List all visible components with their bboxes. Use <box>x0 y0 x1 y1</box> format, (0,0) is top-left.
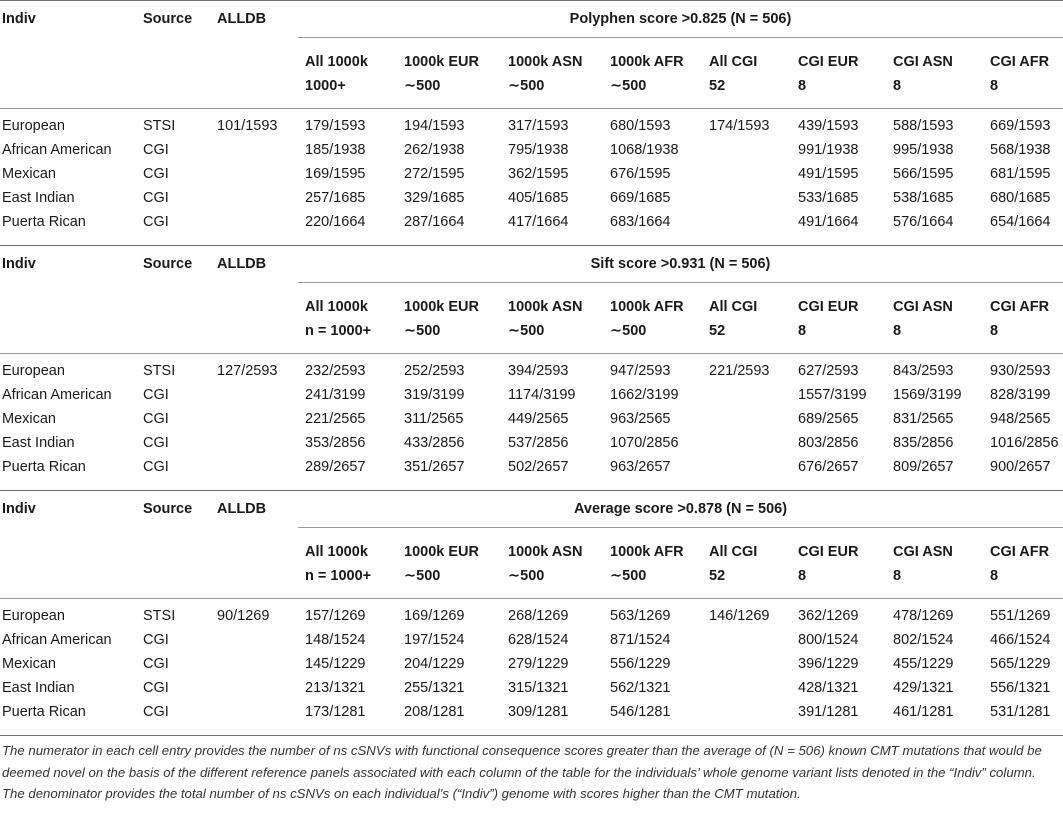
header-bottom-rule <box>0 598 1063 599</box>
source-cell: CGI <box>143 166 169 182</box>
table-cell: 669/1593 <box>990 118 1051 134</box>
table-cell: 255/1321 <box>404 680 465 696</box>
table-cell: 565/1229 <box>990 656 1051 672</box>
table-cell: 1070/2856 <box>610 435 679 451</box>
table-cell: 289/2657 <box>305 459 366 475</box>
table-cell: 279/1229 <box>508 656 569 672</box>
table-cell: 995/1938 <box>893 142 954 158</box>
table-cell: 208/1281 <box>404 704 465 720</box>
table-cell: 930/2593 <box>990 363 1051 379</box>
table-cell: 1174/3199 <box>508 387 576 403</box>
column-header-line2: 52 <box>709 78 726 94</box>
table-cell: 502/2657 <box>508 459 569 475</box>
table-cell: 174/1593 <box>709 118 770 134</box>
source-cell: STSI <box>143 608 176 624</box>
table-cell: 478/1269 <box>893 608 954 624</box>
table-cell: 157/1269 <box>305 608 366 624</box>
row-label: East Indian <box>2 435 75 451</box>
table-cell: 680/1593 <box>610 118 671 134</box>
table-cell: 262/1938 <box>404 142 465 158</box>
table-cell: 362/1595 <box>508 166 569 182</box>
table-cell: 676/2657 <box>798 459 859 475</box>
column-header-line1: CGI ASN <box>893 299 953 315</box>
table-cell: 439/1593 <box>798 118 859 134</box>
indiv-header: Indiv <box>2 256 36 272</box>
source-header: Source <box>143 256 193 272</box>
table-cell: 947/2593 <box>610 363 671 379</box>
table-cell: 795/1938 <box>508 142 569 158</box>
column-header-line1: CGI EUR <box>798 54 859 70</box>
row-label: Puerta Rican <box>2 214 86 230</box>
table-cell: 353/2856 <box>305 435 366 451</box>
table-cell: 809/2657 <box>893 459 954 475</box>
column-header-line2: ∼500 <box>508 78 545 94</box>
table-cell: 169/1595 <box>305 166 366 182</box>
table-cell: 491/1595 <box>798 166 859 182</box>
table-cell: 533/1685 <box>798 190 859 206</box>
alldb-header: ALLDB <box>217 501 267 517</box>
source-cell: CGI <box>143 680 169 696</box>
column-header-line2: ∼500 <box>404 78 441 94</box>
table-cell: 1068/1938 <box>610 142 679 158</box>
table-cell: 433/2856 <box>404 435 465 451</box>
table-cell: 241/3199 <box>305 387 366 403</box>
column-header-line2: 8 <box>798 78 807 94</box>
column-header-line2: 1000+ <box>305 78 346 94</box>
column-header-line1: All 1000k <box>305 54 368 70</box>
source-cell: CGI <box>143 214 169 230</box>
source-header: Source <box>143 501 193 517</box>
table-cell: 315/1321 <box>508 680 569 696</box>
table-cell: 179/1593 <box>305 118 366 134</box>
column-header-line2: ∼500 <box>508 568 545 584</box>
column-header-line1: 1000k AFR <box>610 54 684 70</box>
row-label: African American <box>2 142 112 158</box>
table-cell: 963/2565 <box>610 411 671 427</box>
table-cell: 1569/3199 <box>893 387 962 403</box>
column-header-line2: 8 <box>798 323 807 339</box>
column-header-line1: 1000k ASN <box>508 299 583 315</box>
table-cell: 556/1229 <box>610 656 671 672</box>
table-cell: 148/1524 <box>305 632 366 648</box>
row-label: East Indian <box>2 190 75 206</box>
row-label: European <box>2 118 65 134</box>
table-cell: 221/2565 <box>305 411 366 427</box>
table-cell: 828/3199 <box>990 387 1051 403</box>
table-cell: 268/1269 <box>508 608 569 624</box>
table-cell: 871/1524 <box>610 632 671 648</box>
table-cell: 1016/2856 <box>990 435 1059 451</box>
source-header: Source <box>143 11 193 27</box>
table-bottom-rule <box>0 735 1063 736</box>
row-label: Mexican <box>2 656 56 672</box>
table-cell: 588/1593 <box>893 118 954 134</box>
column-header-line2: 8 <box>798 568 807 584</box>
table-cell: 551/1269 <box>990 608 1051 624</box>
table-cell: 991/1938 <box>798 142 859 158</box>
group-title-rule <box>298 282 1063 283</box>
table-cell: 145/1229 <box>305 656 366 672</box>
row-label: East Indian <box>2 680 75 696</box>
row-label: Mexican <box>2 166 56 182</box>
column-header-line1: All CGI <box>709 544 758 560</box>
table-caption: The numerator in each cell entry provides the number of ns cSNVs with functional consequence scores greater than the average of (N = 506) known CMT mutations that would be deemed novel on the basis of the different reference panels associated with each column of the table for the individuals’ whole genome variant lists denoted in the “Indiv” column. The denominator provides the total number of ns cSNVs on each individual’s (“Indiv”) genome with scores higher than the CMT mutation. <box>2 743 1042 801</box>
table-cell: 680/1685 <box>990 190 1051 206</box>
column-header-line1: 1000k ASN <box>508 544 583 560</box>
column-header-line2: n = 1000+ <box>305 323 372 339</box>
table-cell: 831/2565 <box>893 411 954 427</box>
table-cell: 449/2565 <box>508 411 569 427</box>
column-header-line2: 8 <box>893 78 902 94</box>
source-cell: CGI <box>143 190 169 206</box>
table-cell: 169/1269 <box>404 608 465 624</box>
table-cell: 461/1281 <box>893 704 954 720</box>
row-label: Mexican <box>2 411 56 427</box>
table-cell: 317/1593 <box>508 118 569 134</box>
column-header-line1: CGI AFR <box>990 54 1050 70</box>
table-cell: 309/1281 <box>508 704 569 720</box>
column-header-line1: All 1000k <box>305 299 368 315</box>
column-header-line1: All 1000k <box>305 544 368 560</box>
column-header-line1: CGI AFR <box>990 299 1050 315</box>
source-cell: CGI <box>143 459 169 475</box>
table-cell: 803/2856 <box>798 435 859 451</box>
column-header-line2: ∼500 <box>404 323 441 339</box>
column-header-line2: 52 <box>709 568 726 584</box>
group-title: Sift score >0.931 (N = 506) <box>590 256 771 272</box>
table-cell: 213/1321 <box>305 680 366 696</box>
table-cell: 491/1664 <box>798 214 859 230</box>
table-cell: 311/2565 <box>404 411 464 427</box>
group-title: Polyphen score >0.825 (N = 506) <box>569 11 792 27</box>
table-cell: 90/1269 <box>217 608 270 624</box>
source-cell: STSI <box>143 363 176 379</box>
column-header-line2: ∼500 <box>404 568 441 584</box>
table-cell: 329/1685 <box>404 190 465 206</box>
table-cell: 627/2593 <box>798 363 859 379</box>
table-cell: 683/1664 <box>610 214 671 230</box>
table-cell: 252/2593 <box>404 363 465 379</box>
table-cell: 1662/3199 <box>610 387 679 403</box>
table-cell: 563/1269 <box>610 608 671 624</box>
source-cell: CGI <box>143 632 169 648</box>
table-cell: 562/1321 <box>610 680 671 696</box>
table-cell: 272/1595 <box>404 166 465 182</box>
table-cell: 843/2593 <box>893 363 954 379</box>
group-title: Average score >0.878 (N = 506) <box>573 501 788 517</box>
table-cell: 900/2657 <box>990 459 1051 475</box>
column-header-line1: CGI EUR <box>798 299 859 315</box>
group-title-rule <box>298 527 1063 528</box>
column-header-line1: 1000k AFR <box>610 299 684 315</box>
table-cell: 948/2565 <box>990 411 1051 427</box>
table-cell: 1557/3199 <box>798 387 867 403</box>
table-cell: 185/1938 <box>305 142 366 158</box>
table-cell: 455/1229 <box>893 656 954 672</box>
table-cell: 800/1524 <box>798 632 859 648</box>
section-top-rule <box>0 0 1063 1</box>
table-cell: 194/1593 <box>404 118 465 134</box>
source-cell: CGI <box>143 387 169 403</box>
table-cell: 127/2593 <box>217 363 278 379</box>
table-cell: 232/2593 <box>305 363 366 379</box>
column-header-line1: 1000k EUR <box>404 544 479 560</box>
table-cell: 654/1664 <box>990 214 1051 230</box>
table-cell: 537/2856 <box>508 435 569 451</box>
table-cell: 676/1595 <box>610 166 671 182</box>
column-header-line2: 8 <box>990 78 999 94</box>
table-cell: 576/1664 <box>893 214 954 230</box>
source-cell: CGI <box>143 656 169 672</box>
column-header-line2: 8 <box>990 568 999 584</box>
column-header-line1: 1000k EUR <box>404 54 479 70</box>
table-cell: 546/1281 <box>610 704 671 720</box>
table-cell: 429/1321 <box>893 680 954 696</box>
column-header-line1: All CGI <box>709 54 758 70</box>
source-cell: CGI <box>143 411 169 427</box>
column-header-line2: n = 1000+ <box>305 568 372 584</box>
column-header-line2: 8 <box>990 323 999 339</box>
column-header-line2: ∼500 <box>610 78 647 94</box>
column-header-line1: 1000k AFR <box>610 544 684 560</box>
table-cell: 351/2657 <box>404 459 465 475</box>
table-cell: 146/1269 <box>709 608 770 624</box>
table-cell: 835/2856 <box>893 435 954 451</box>
table-cell: 428/1321 <box>798 680 859 696</box>
table-cell: 391/1281 <box>798 704 859 720</box>
row-label: European <box>2 608 65 624</box>
table-cell: 204/1229 <box>404 656 465 672</box>
table-cell: 556/1321 <box>990 680 1051 696</box>
column-header-line2: ∼500 <box>508 323 545 339</box>
table-cell: 221/2593 <box>709 363 770 379</box>
row-label: Puerta Rican <box>2 459 86 475</box>
source-cell: CGI <box>143 704 169 720</box>
column-header-line2: ∼500 <box>610 323 647 339</box>
column-header-line2: 8 <box>893 568 902 584</box>
column-header-line1: CGI ASN <box>893 544 953 560</box>
column-header-line1: 1000k EUR <box>404 299 479 315</box>
indiv-header: Indiv <box>2 501 36 517</box>
table-cell: 394/2593 <box>508 363 569 379</box>
section-top-rule <box>0 245 1063 246</box>
table-cell: 466/1524 <box>990 632 1051 648</box>
table-cell: 531/1281 <box>990 704 1051 720</box>
column-header-line2: ∼500 <box>610 568 647 584</box>
row-label: Puerta Rican <box>2 704 86 720</box>
source-cell: CGI <box>143 435 169 451</box>
table-cell: 689/2565 <box>798 411 859 427</box>
header-bottom-rule <box>0 353 1063 354</box>
source-cell: STSI <box>143 118 176 134</box>
table-cell: 669/1685 <box>610 190 671 206</box>
column-header-line1: 1000k ASN <box>508 54 583 70</box>
column-header-line2: 52 <box>709 323 726 339</box>
table-cell: 566/1595 <box>893 166 954 182</box>
source-cell: CGI <box>143 142 169 158</box>
indiv-header: Indiv <box>2 11 36 27</box>
column-header-line1: All CGI <box>709 299 758 315</box>
table-cell: 628/1524 <box>508 632 569 648</box>
table-cell: 173/1281 <box>305 704 366 720</box>
table-cell: 362/1269 <box>798 608 859 624</box>
section-top-rule <box>0 490 1063 491</box>
table-cell: 963/2657 <box>610 459 671 475</box>
column-header-line1: CGI EUR <box>798 544 859 560</box>
table-cell: 319/3199 <box>404 387 465 403</box>
table-cell: 257/1685 <box>305 190 366 206</box>
table-cell: 197/1524 <box>404 632 465 648</box>
table-cell: 802/1524 <box>893 632 954 648</box>
row-label: European <box>2 363 65 379</box>
table-cell: 538/1685 <box>893 190 954 206</box>
table-cell: 405/1685 <box>508 190 569 206</box>
table-cell: 220/1664 <box>305 214 366 230</box>
group-title-rule <box>298 37 1063 38</box>
table-cell: 568/1938 <box>990 142 1051 158</box>
column-header-line1: CGI AFR <box>990 544 1050 560</box>
table-cell: 681/1595 <box>990 166 1051 182</box>
table-cell: 417/1664 <box>508 214 569 230</box>
alldb-header: ALLDB <box>217 11 267 27</box>
column-header-line2: 8 <box>893 323 902 339</box>
row-label: African American <box>2 387 112 403</box>
header-bottom-rule <box>0 108 1063 109</box>
table-cell: 101/1593 <box>217 118 278 134</box>
table-cell: 396/1229 <box>798 656 859 672</box>
row-label: African American <box>2 632 112 648</box>
column-header-line1: CGI ASN <box>893 54 953 70</box>
table-cell: 287/1664 <box>404 214 465 230</box>
alldb-header: ALLDB <box>217 256 267 272</box>
